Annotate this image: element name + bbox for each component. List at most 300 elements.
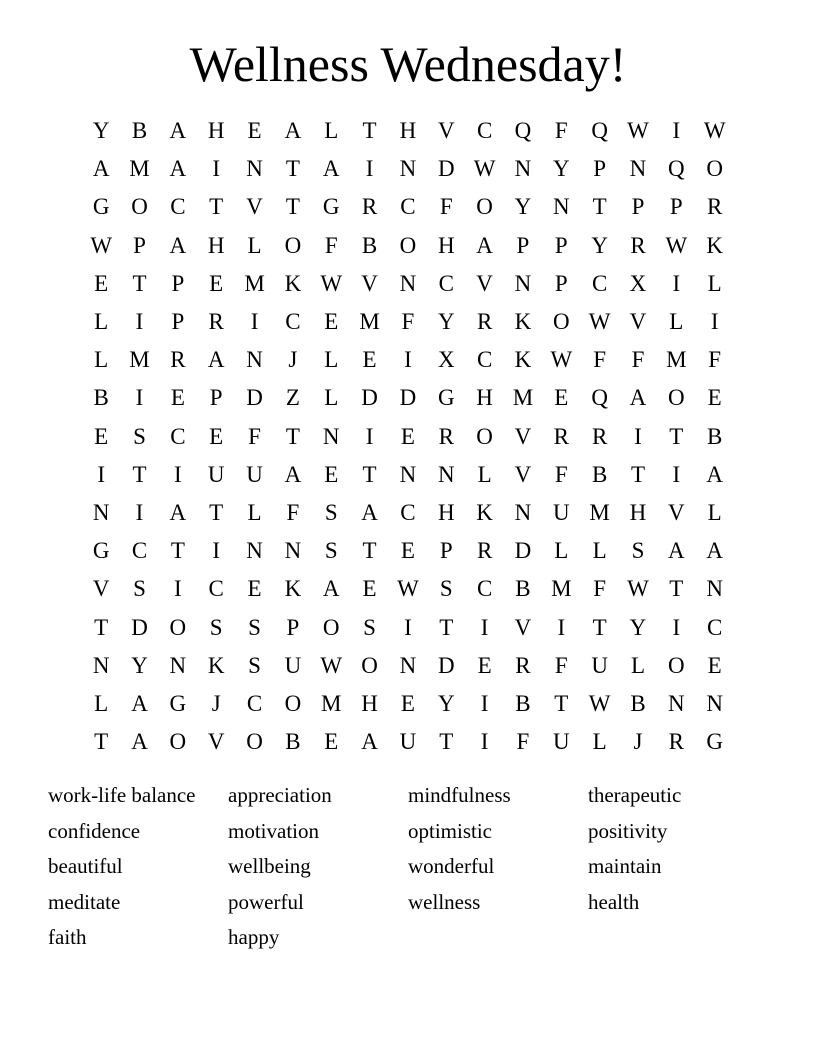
grid-letter: N — [668, 690, 685, 716]
grid-letter: J — [211, 690, 221, 716]
grid-letter: T — [285, 194, 300, 220]
grid-letter: T — [209, 194, 224, 220]
grid-letter: M — [244, 270, 265, 296]
grid-letter: A — [668, 538, 685, 564]
grid-letter: L — [477, 461, 492, 487]
grid-letter: V — [629, 309, 647, 335]
grid-letter: W — [703, 118, 726, 144]
grid-letter: F — [516, 729, 530, 755]
word-list — [48, 778, 768, 956]
word-list-item: motivation — [228, 818, 319, 843]
grid-letter: O — [668, 385, 685, 411]
grid-letter: F — [286, 499, 300, 525]
grid-letter: E — [247, 118, 262, 144]
grid-row — [82, 150, 734, 188]
grid-letter: O — [246, 729, 263, 755]
grid-letter: O — [706, 156, 723, 182]
grid-letter: Y — [92, 118, 110, 144]
grid-letter: H — [207, 118, 225, 144]
grid-letter: V — [246, 194, 263, 220]
grid-letter: E — [707, 385, 722, 411]
grid-letter: T — [132, 461, 147, 487]
grid-letter: E — [362, 576, 377, 602]
word-list-item: meditate — [48, 889, 121, 914]
grid-letter: P — [593, 156, 607, 182]
grid-letter: I — [480, 690, 489, 716]
grid-letter: F — [554, 118, 568, 144]
grid-letter: O — [131, 194, 148, 220]
grid-letter: W — [473, 156, 496, 182]
grid-letter: M — [551, 576, 572, 602]
grid-letter: A — [169, 118, 187, 144]
grid-letter: A — [322, 156, 340, 182]
grid-letter: P — [133, 232, 146, 258]
grid-letter: P — [669, 194, 683, 220]
grid-letter: M — [129, 156, 150, 182]
grid-letter: R — [476, 538, 493, 564]
grid-letter: I — [365, 156, 374, 182]
grid-letter: L — [592, 538, 607, 564]
grid-letter: Y — [629, 614, 647, 640]
grid-letter: I — [672, 461, 681, 487]
grid-row — [82, 341, 734, 379]
grid-letter: E — [400, 690, 415, 716]
grid-letter: I — [480, 614, 489, 640]
grid-letter: U — [591, 652, 608, 678]
grid-row — [82, 685, 734, 723]
grid-row — [82, 418, 734, 456]
grid-letter: L — [630, 652, 646, 678]
word-list-item: beautiful — [48, 854, 123, 879]
grid-letter: Z — [285, 385, 300, 411]
grid-letter: N — [92, 652, 110, 678]
grid-letter: L — [707, 270, 722, 296]
grid-letter: M — [666, 347, 687, 373]
grid-row — [82, 570, 734, 608]
grid-letter: T — [285, 156, 300, 182]
grid-letter: N — [706, 690, 723, 716]
grid-letter: C — [476, 347, 493, 373]
grid-letter: U — [552, 499, 570, 525]
grid-letter: O — [476, 194, 493, 220]
grid-letter: B — [131, 118, 148, 144]
grid-letter: Y — [591, 232, 608, 258]
grid-letter: G — [92, 538, 110, 564]
grid-letter: A — [169, 232, 187, 258]
grid-letter: J — [633, 729, 643, 755]
grid-letter: F — [593, 347, 607, 373]
grid-letter: F — [708, 347, 722, 373]
grid-letter: N — [399, 461, 417, 487]
word-list-item: wellbeing — [228, 854, 311, 879]
grid-letter: L — [707, 499, 722, 525]
grid-letter: N — [322, 423, 340, 449]
grid-letter: H — [437, 499, 455, 525]
grid-letter: P — [554, 270, 568, 296]
grid-letter: Y — [514, 194, 532, 220]
grid-letter: R — [515, 652, 531, 678]
grid-letter: C — [438, 270, 454, 296]
grid-letter: N — [706, 576, 723, 602]
grid-letter: M — [129, 347, 150, 373]
grid-letter: V — [514, 614, 532, 640]
grid-letter: E — [324, 461, 339, 487]
word-list-item: mindfulness — [408, 783, 511, 807]
page-title: Wellness Wednesday! — [189, 36, 627, 92]
grid-letter: N — [399, 270, 417, 296]
grid-letter: N — [169, 652, 187, 678]
grid-letter: S — [209, 614, 223, 640]
grid-letter: L — [94, 690, 109, 716]
grid-letter: H — [476, 385, 493, 411]
grid-letter: P — [631, 194, 645, 220]
word-search-grid — [82, 112, 734, 761]
grid-letter: G — [92, 194, 110, 220]
grid-letter: T — [170, 538, 185, 564]
grid-letter: C — [400, 499, 416, 525]
grid-letter: B — [591, 461, 608, 487]
grid-letter: H — [399, 118, 417, 144]
grid-letter: C — [131, 538, 148, 564]
grid-letter: W — [320, 270, 343, 296]
grid-letter: T — [94, 729, 109, 755]
grid-letter: E — [94, 423, 109, 449]
grid-letter: T — [669, 423, 684, 449]
grid-letter: O — [284, 232, 302, 258]
grid-letter: C — [400, 194, 416, 220]
grid-letter: Q — [668, 156, 685, 182]
grid-letter: T — [285, 423, 300, 449]
grid-letter: L — [247, 499, 262, 525]
grid-letter: M — [512, 385, 534, 411]
grid-letter: N — [399, 156, 417, 182]
grid-letter: K — [284, 576, 302, 602]
word-list-item: wonderful — [408, 854, 495, 879]
grid-letter: F — [554, 652, 568, 678]
grid-letter: A — [322, 576, 340, 602]
grid-letter: E — [400, 423, 415, 449]
grid-letter: I — [557, 614, 566, 640]
grid-letter: E — [247, 576, 262, 602]
grid-letter: R — [361, 194, 378, 220]
grid-letter: O — [169, 729, 187, 755]
grid-letter: T — [669, 576, 684, 602]
grid-letter: J — [288, 347, 298, 373]
grid-letter: E — [707, 652, 722, 678]
grid-letter: T — [554, 690, 569, 716]
grid-letter: G — [706, 729, 723, 755]
grid-letter: A — [92, 156, 110, 182]
grid-row — [82, 532, 734, 570]
grid-letter: P — [171, 270, 185, 296]
grid-letter: L — [592, 729, 607, 755]
grid-letter: P — [554, 232, 568, 258]
grid-letter: I — [135, 309, 144, 335]
grid-letter: I — [135, 385, 144, 411]
grid-letter: I — [212, 538, 221, 564]
grid-letter: C — [246, 690, 263, 716]
grid-letter: W — [627, 576, 649, 602]
word-list-item: confidence — [48, 818, 141, 843]
grid-letter: R — [591, 423, 608, 449]
grid-letter: B — [630, 690, 646, 716]
grid-letter: B — [515, 690, 531, 716]
grid-letter: W — [665, 232, 688, 258]
grid-letter: A — [706, 538, 723, 564]
grid-letter: D — [246, 385, 263, 411]
grid-letter: L — [247, 232, 262, 258]
grid-letter: C — [591, 270, 608, 296]
grid-letter: K — [514, 347, 532, 373]
word-list-item: positivity — [588, 818, 668, 843]
grid-letter: V — [437, 118, 455, 144]
grid-letter: N — [246, 156, 263, 182]
word-list-item: happy — [228, 925, 280, 950]
grid-letter: W — [90, 232, 113, 258]
grid-letter: A — [131, 729, 148, 755]
grid-letter: U — [399, 729, 417, 755]
word-list-item: appreciation — [228, 783, 332, 807]
grid-letter: V — [668, 499, 685, 525]
grid-letter: D — [361, 385, 378, 411]
grid-letter: L — [324, 385, 339, 411]
grid-letter: U — [552, 729, 570, 755]
grid-letter: X — [629, 270, 647, 296]
grid-letter: H — [207, 232, 225, 258]
grid-letter: K — [476, 499, 493, 525]
grid-letter: E — [324, 309, 339, 335]
grid-letter: I — [480, 729, 489, 755]
word-list-item: therapeutic — [588, 783, 682, 807]
grid-row — [82, 303, 734, 341]
grid-row — [82, 379, 734, 417]
grid-letter: D — [437, 156, 455, 182]
grid-letter: V — [207, 729, 225, 755]
grid-letter: L — [669, 309, 684, 335]
grid-letter: B — [515, 576, 531, 602]
grid-letter: B — [361, 232, 378, 258]
word-list-item: powerful — [228, 889, 304, 914]
grid-row — [82, 265, 734, 303]
grid-letter: C — [170, 194, 186, 220]
grid-letter: E — [170, 385, 185, 411]
grid-letter: Q — [591, 118, 608, 144]
grid-letter: K — [284, 270, 302, 296]
grid-letter: G — [322, 194, 340, 220]
grid-letter: I — [97, 461, 105, 487]
grid-letter: V — [361, 270, 378, 296]
grid-letter: R — [668, 729, 684, 755]
grid-letter: D — [399, 385, 417, 411]
word-list-item: work-life balance — [48, 783, 196, 807]
grid-letter: F — [401, 309, 415, 335]
grid-letter: I — [174, 461, 182, 487]
grid-letter: H — [361, 690, 378, 716]
grid-letter: T — [439, 614, 454, 640]
grid-row — [82, 608, 734, 646]
grid-letter: S — [324, 499, 338, 525]
grid-letter: H — [437, 232, 455, 258]
grid-letter: S — [324, 538, 338, 564]
grid-letter: X — [437, 347, 455, 373]
grid-letter: V — [514, 423, 532, 449]
grid-letter: B — [285, 729, 301, 755]
grid-letter: P — [516, 232, 530, 258]
grid-letter: O — [169, 614, 187, 640]
grid-letter: P — [439, 538, 453, 564]
grid-letter: E — [209, 423, 224, 449]
grid-letter: L — [94, 309, 109, 335]
word-list-item: wellness — [408, 889, 481, 914]
grid-letter: I — [672, 614, 681, 640]
grid-letter: R — [553, 423, 569, 449]
grid-letter: T — [592, 194, 607, 220]
grid-letter: E — [554, 385, 569, 411]
grid-letter: R — [707, 194, 723, 220]
word-list-item: maintain — [588, 854, 662, 879]
grid-letter: R — [476, 309, 493, 335]
grid-letter: S — [363, 614, 376, 640]
grid-letter: L — [554, 538, 569, 564]
grid-letter: U — [284, 652, 302, 678]
grid-letter: M — [321, 690, 342, 716]
word-list-item: faith — [48, 925, 87, 950]
grid-letter: F — [439, 194, 453, 220]
grid-letter: N — [92, 499, 110, 525]
grid-row — [82, 647, 734, 685]
grid-letter: O — [322, 614, 340, 640]
grid-row — [82, 723, 734, 761]
grid-letter: N — [246, 347, 263, 373]
grid-letter: L — [324, 347, 339, 373]
grid-letter: O — [552, 309, 570, 335]
grid-row — [82, 227, 734, 265]
grid-letter: M — [589, 499, 610, 525]
grid-letter: A — [706, 461, 723, 487]
grid-letter: Q — [591, 385, 608, 411]
grid-letter: I — [634, 423, 642, 449]
grid-letter: C — [476, 576, 493, 602]
grid-letter: U — [246, 461, 263, 487]
grid-letter: B — [93, 385, 109, 411]
grid-letter: O — [361, 652, 378, 678]
grid-row — [82, 456, 734, 494]
grid-letter: D — [131, 614, 148, 640]
grid-letter: I — [710, 309, 719, 335]
grid-letter: F — [324, 232, 338, 258]
grid-letter: V — [514, 461, 532, 487]
grid-letter: W — [397, 576, 419, 602]
grid-letter: C — [707, 614, 723, 640]
grid-letter: E — [94, 270, 109, 296]
grid-letter: S — [248, 652, 261, 678]
grid-letter: T — [362, 118, 377, 144]
grid-letter: E — [477, 652, 492, 678]
grid-letter: C — [285, 309, 301, 335]
grid-letter: Q — [514, 118, 532, 144]
grid-letter: T — [592, 614, 607, 640]
grid-letter: N — [514, 156, 532, 182]
grid-letter: A — [131, 690, 148, 716]
grid-letter: A — [629, 385, 647, 411]
grid-letter: I — [250, 309, 259, 335]
grid-letter: T — [94, 614, 109, 640]
grid-letter: I — [365, 423, 374, 449]
grid-letter: A — [169, 156, 187, 182]
grid-letter: F — [631, 347, 645, 373]
grid-letter: I — [672, 118, 681, 144]
grid-letter: T — [439, 729, 454, 755]
grid-letter: L — [94, 347, 109, 373]
grid-letter: V — [476, 270, 493, 296]
grid-letter: I — [672, 270, 681, 296]
grid-row — [82, 494, 734, 532]
grid-letter: B — [707, 423, 723, 449]
grid-letter: N — [514, 499, 532, 525]
grid-letter: N — [437, 461, 455, 487]
grid-letter: N — [246, 538, 263, 564]
grid-letter: C — [476, 118, 493, 144]
grid-letter: C — [170, 423, 186, 449]
grid-letter: I — [404, 614, 412, 640]
grid-letter: E — [209, 270, 224, 296]
grid-letter: P — [286, 614, 300, 640]
grid-letter: F — [554, 461, 568, 487]
grid-letter: A — [207, 347, 225, 373]
grid-letter: A — [169, 499, 187, 525]
grid-letter: Y — [552, 156, 570, 182]
grid-letter: I — [135, 499, 144, 525]
grid-letter: E — [400, 538, 415, 564]
grid-letter: W — [550, 347, 573, 373]
grid-letter: D — [437, 652, 455, 678]
grid-letter: K — [706, 232, 723, 258]
grid-letter: N — [514, 270, 532, 296]
grid-letter: Y — [131, 652, 148, 678]
grid-letter: S — [248, 614, 261, 640]
grid-letter: N — [552, 194, 570, 220]
grid-letter: R — [170, 347, 186, 373]
grid-letter: P — [171, 309, 185, 335]
grid-letter: I — [174, 576, 182, 602]
grid-letter: M — [359, 309, 380, 335]
grid-letter: H — [629, 499, 647, 525]
grid-letter: A — [361, 499, 378, 525]
grid-letter: T — [209, 499, 224, 525]
grid-letter: R — [208, 309, 224, 335]
grid-letter: G — [437, 385, 455, 411]
word-list-item: optimistic — [408, 818, 492, 843]
grid-letter: A — [476, 232, 493, 258]
grid-letter: Y — [437, 309, 455, 335]
grid-letter: L — [324, 118, 339, 144]
grid-letter: A — [284, 118, 302, 144]
grid-letter: O — [476, 423, 493, 449]
grid-letter: O — [668, 652, 685, 678]
grid-row — [82, 112, 734, 150]
grid-letter: I — [212, 156, 221, 182]
grid-letter: N — [399, 652, 417, 678]
grid-letter: N — [629, 156, 647, 182]
word-list-item: health — [588, 889, 640, 914]
grid-letter: K — [207, 652, 225, 678]
grid-letter: T — [362, 538, 377, 564]
grid-letter: A — [284, 461, 302, 487]
grid-letter: W — [588, 690, 611, 716]
grid-letter: I — [404, 347, 412, 373]
grid-letter: O — [399, 232, 417, 258]
grid-letter: E — [362, 347, 377, 373]
